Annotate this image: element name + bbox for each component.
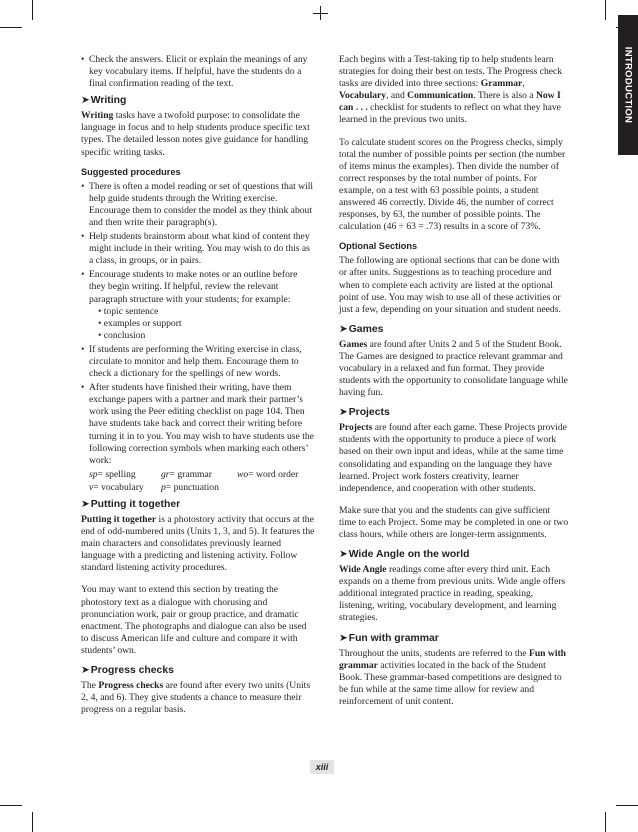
- section-heading-writing: ➤Writing: [81, 95, 127, 107]
- correction-symbols-row: sp= spelling gr= grammar wo= word order: [89, 468, 299, 480]
- arrow-icon: ➤: [81, 95, 90, 107]
- arrow-icon: ➤: [81, 499, 90, 510]
- crop-mark: [605, 812, 606, 832]
- list-item: • After students have finished their writing, have them exchange papers with a partner and mark their partner’s work using the Peer editing checklist on page 104. Then have students take back and correct their writing before turning it in to you. You may wish to have students use the following correction symbols when marking each others’ work:: [81, 382, 314, 466]
- list-item: • There is often a model reading or set of questions that will help guide students through the Writing exercise. Encourage them to consider the model as they think about and then write their paragraph(s).: [81, 180, 314, 228]
- list-item-text: Check the answers. Elicit or explain the meanings of any key vocabulary items. If helpful, have the students do a final confirmation reading of the text.: [89, 54, 308, 90]
- list-item: • Help students brainstorm about what kind of content they might include in their writing. You may wish to do this as a class, in groups, or in pairs.: [81, 231, 310, 267]
- correction-symbols-row: v= vocabulary p= punctuation: [89, 481, 219, 493]
- crop-mark: [0, 805, 22, 806]
- arrow-icon: ➤: [81, 665, 90, 677]
- sub-list-item: • conclusion: [98, 329, 146, 341]
- sub-list-item: • topic sentence: [98, 305, 159, 317]
- arrow-icon: ➤: [339, 407, 348, 419]
- putting-paragraph-2: You may want to extend this section by treating the photostory text as a dialogue with chorusing and pronunciation work, pair or group practice, and dramatic enactment. The photographs and dialogue can also be used to discuss American life and culture and compare it with students’ own.: [81, 584, 307, 656]
- page-number: xiii: [310, 760, 334, 774]
- score-calculation-paragraph: To calculate student scores on the Progress checks, simply total the number of possible points per section (the number of items minus the examples). Then divide the number of correct responses by the total number of points. For example, on a test with 63 possible points, a student answered 46 correctly. Divide 46, the number of correct responses, by 63, the number of possible points. The calculation (46 ÷ 63 = .73) results in a score of 73%.: [339, 136, 566, 233]
- section-heading-projects: ➤Projects: [339, 407, 390, 419]
- section-tab: [618, 15, 638, 155]
- section-heading-fun-with-grammar: ➤Fun with grammar: [339, 632, 439, 644]
- wide-angle-paragraph: Wide Angle readings come after every third unit. Each expands on a theme from previous units. Wide angle offers additional integrated practice in reading, speaking, listening, writing, vocabulary development, and learning strategies.: [339, 564, 566, 624]
- section-heading-wide-angle: ➤Wide Angle on the world: [339, 549, 470, 561]
- section-heading-progress-checks: ➤Progress checks: [81, 665, 174, 677]
- games-paragraph: Games are found after Units 2 and 5 of the Student Book. The Games are designed to practice relevant grammar and vocabulary in a relaxed and fun format. They provide students with the opportunity to consolidate language while having fun.: [339, 338, 568, 399]
- crop-mark: [32, 812, 33, 832]
- arrow-icon: ➤: [339, 549, 348, 561]
- crop-mark: [616, 805, 638, 806]
- projects-paragraph: Projects are found after each game. These Projects provide students with the opportunity to produce a piece of work based on their own input and ideas, while at the same time consolidating and expanding on the language they have learned. Project work fosters creativity, learner independence, and cooperation with other students.: [339, 422, 567, 494]
- section-heading-games: ➤Games: [339, 323, 384, 335]
- right-column: [339, 54, 569, 715]
- subheading-optional-sections: Optional Sections: [339, 241, 418, 252]
- list-item: • Check the answers. Elicit or explain the meanings of any key vocabulary items. If helpful, have the students do a final confirmation reading of the text.: [81, 54, 308, 90]
- crop-mark: [605, 0, 606, 20]
- progress-continued-paragraph: Each begins with a Test-taking tip to help students learn strategies for doing their best on tests. The Progress check tasks are divided into three sections: Grammar, Vocabulary, and Communication. There is also a Now I can . . . checklist for students to reflect on what they have learned in the previous two units.: [339, 54, 563, 126]
- arrow-icon: ➤: [339, 632, 348, 644]
- fun-with-grammar-paragraph: Throughout the units, students are referred to the Fun with grammar activities located in the back of the Student Book. These grammar-based competitions are designed to be fun while at the same time allow for review and reinforcement of unit content.: [339, 647, 567, 707]
- arrow-icon: ➤: [339, 323, 348, 335]
- crop-mark: [0, 27, 22, 28]
- list-item: • Encourage students to make notes or an outline before they begin writing. If helpful, review the relevant paragraph structure with your students; for example: • topic sentence • examples or support • conclusion: [81, 269, 316, 342]
- crop-mark: [313, 13, 328, 14]
- writing-paragraph: Writing tasks have a twofold purpose: to consolidate the language in focus and to help students produce specific text types. The detailed lesson notes give guidance for handling specific writing tasks.: [81, 110, 310, 158]
- section-tab-label: INTRODUCTION: [622, 46, 634, 124]
- progress-paragraph: The Progress checks are found after every two units (Units 2, 4, and 6). They give students a chance to measure their progress on a regular basis.: [81, 680, 311, 716]
- section-heading-putting-it-together: ➤Putting it together: [81, 499, 181, 510]
- list-item: • If students are performing the Writing exercise in class, circulate to monitor and help them. Encourage them to check a dictionary for the spellings of new words.: [81, 343, 302, 380]
- left-column: [81, 54, 316, 723]
- putting-paragraph: Putting it together is a photostory activity that occurs at the end of odd-numbered units (Units 1, 3, and 5). It features the main characters and consolidates previously learned language with a predicting and listening activity. Follow standard listening activity procedures.: [81, 514, 315, 574]
- sub-list-item: • examples or support: [98, 317, 182, 329]
- crop-mark: [32, 0, 33, 20]
- projects-paragraph-2: Make sure that you and the students can give sufficient time to each Project. Some may be completed in one or two class hours, while others are longer-term assignments.: [339, 504, 569, 540]
- subheading-suggested-procedures: Suggested procedures: [81, 166, 181, 177]
- optional-paragraph: The following are optional sections that can be done with or after units. Suggestions as to teaching procedure and when to complete each activity are listed at the optional point of use. You may wish to use all of these activities or just a few, depending on your situation and student needs.: [339, 255, 561, 315]
